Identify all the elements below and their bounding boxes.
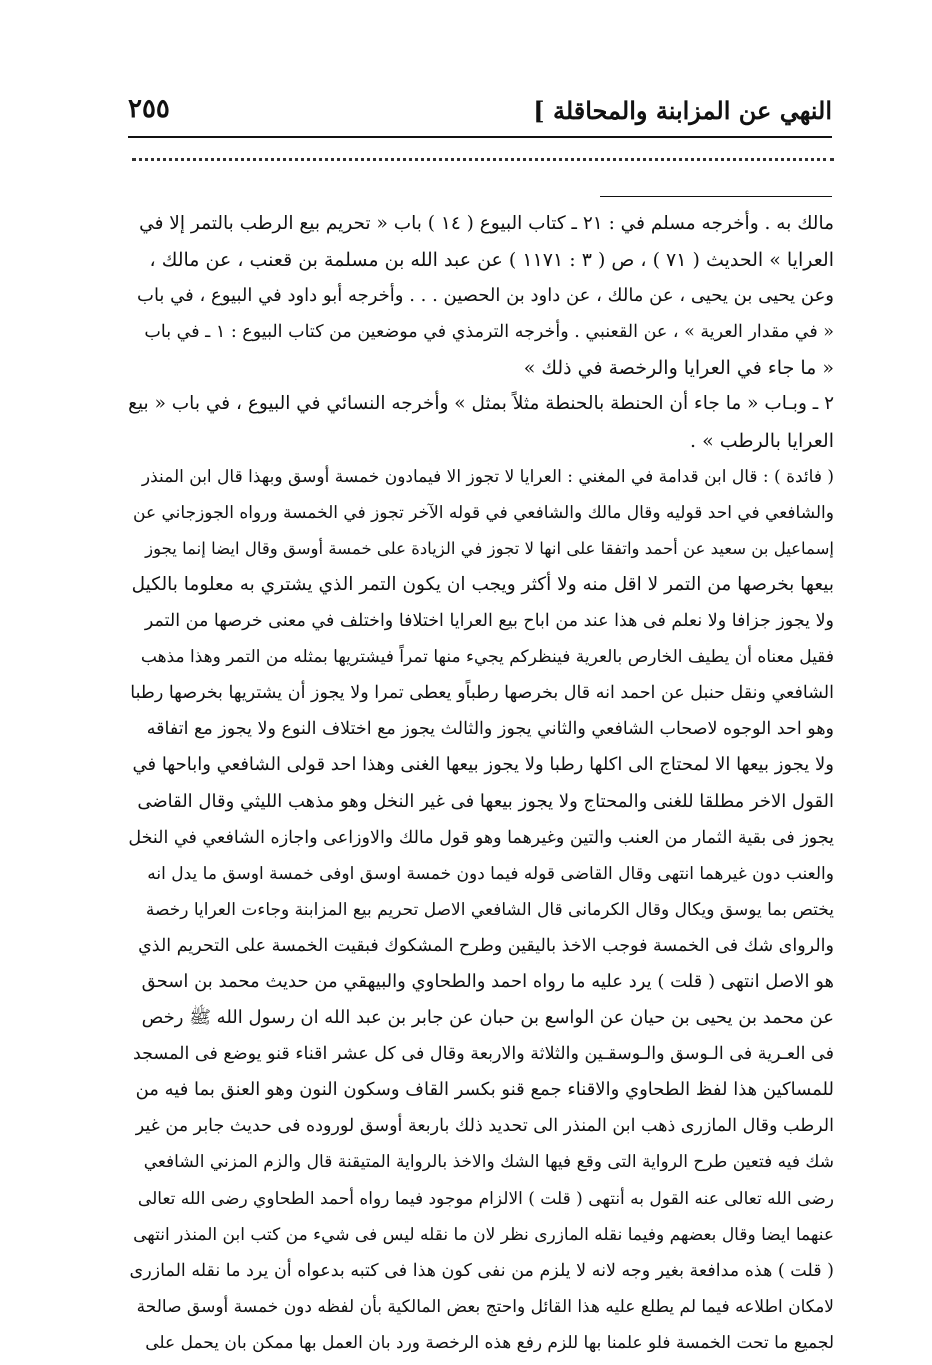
header-rule: [128, 136, 832, 138]
text-line: لامكان اطلاعه فيما لم يطلع عليه هذا القائل واحتج بعض المالكية بأن لفظه دون خمسة أوسق صالحة: [136, 1296, 834, 1317]
text-line: ولا يجوز جزافا ولا نعلم فى هذا عند من اباح بيع العرايا اختلافا واختلف في معنى خرصها من التمر: [144, 611, 834, 632]
text-line: والعنب دون غيرهما انتهى وقال القاضى قوله فيما دون خمسة اوسق اوفى خمسة اوسق ما يدل انه: [147, 863, 834, 884]
text-line: « في مقدار العرية » ، عن القعنبي . وأخرجه الترمذي في موضعين من كتاب البيوع : ١ ـ في باب: [144, 322, 834, 343]
text-line: عن محمد بن يحيى بن حيان عن الواسع بن حبان عن جابر بن عبد الله ان رسول الله ﷺ رخص: [141, 1007, 834, 1029]
dotted-separator: [132, 158, 834, 161]
text-line: فى العـرية فى الـوسق والـوسقـين والثلاثة والاربعة وقال فى كل عشر اقناء قنو يوضع فى المسجد: [132, 1044, 834, 1065]
text-line: والرواى شك فى الخمسة فوجب الاخذ باليقين وطرح المشكوك فبقيت الخمسة على التحريم الذي: [138, 935, 834, 956]
text-line: ٢ ـ وبـاب « ما جاء أن الحنطة بالحنطة مثلاً بمثل » وأخرجه النسائي في البيوع ، في باب « بيع: [128, 393, 834, 415]
text-line: وهو احد الوجوه لاصحاب الشافعي والثاني يجوز والثالث يجوز مع اختلاف النوع ولا يجوز مع اتفاقه: [146, 719, 834, 740]
page-number: ٢٥٥: [128, 94, 170, 124]
text-line: ( قلت ) هذه مدافعة بغير وجه لانه لا يلزم من نفى كون هذا فى كتبه بدعواه أن يرد ما نقله المازرى: [129, 1260, 834, 1281]
text-line: لجميع ما تحت الخمسة فلو علمنا بها للزم رفع هذه الرخصة ورد بان العمل بها ممكن بان يحمل على: [145, 1332, 834, 1353]
text-line: إسماعيل بن سعيد عن أحمد واتفقا على انها لا تجوز في الزيادة على خمسة أوسق وقال ايضا إنما يجوز: [145, 538, 834, 558]
text-line: العرايا » الحديث ( ٧١ ) ، ص ( ٣ : ١١٧١ ) عن عبد الله بن مسلمة بن قعنب ، عن مالك ،: [149, 249, 834, 272]
text-line: للمساكين هذا لفظ الطحاوي والاقناء جمع قنو بكسر القاف وسكون النون وهو العنق بما فيه من: [135, 1079, 834, 1101]
text-line: يختص بما يوسق ويكال وقال الكرمانى قال الشافعي الاصل تحريم بيع المزابنة وجاءت العرايا رخصة: [145, 899, 834, 920]
text-line: ولا يجوز بيعها الا لمحتاج الى اكلها رطبا ولا يجوز بيعها الغنى وهذا احد قولى الشافعي واباحها في: [132, 754, 834, 776]
running-title: النهي عن المزابنة والمحاقلة ]: [533, 96, 832, 125]
text-line: شك فيه فتعين طرح الرواية التى وقع فيها الشك والاخذ بالرواية المتيقنة قال والزم المزني الشافعي: [143, 1152, 834, 1173]
text-line: والشافعي في احد قوليه وقال مالك والشافعي في قوله الآخر تجوز في الخمسة ورواه الجوزجاني عن: [133, 502, 834, 523]
text-line: رضى الله تعالى عنه القول به أنتهى ( قلت ) الالزام موجود فيما رواه أحمد الطحاوي رضى الله تعالى: [137, 1188, 834, 1209]
text-line: الرطب وقال المازرى ذهب ابن المنذر الى تحديد ذلك باربعة أوسق لوروده فى حديث جابر من غير: [135, 1116, 834, 1137]
text-line: هو الاصل انتهى ( قلت ) يرد عليه ما رواه احمد والطحاوي والبيهقي من حديث محمد بن اسحق: [141, 970, 834, 992]
text-line: بيعها بخرصها من التمر لا اقل منه ولا أكثر ويجب ان يكون التمر الذي يشتري به معلوما بالكيل: [131, 573, 834, 595]
footnote-rule: [600, 196, 832, 197]
text-line: مالك به . وأخرجه مسلم في : ٢١ ـ كتاب البيوع ( ١٤ ) باب « تحريم بيع الرطب بالتمر إلا في: [139, 213, 834, 234]
text-line: يجوز فى بقية الثمار من العنب والتين وغيرهما وهو قول مالك والاوزاعى واجازه الشافعي في النخل: [128, 827, 834, 848]
footnote-body: [128, 206, 834, 1361]
page-header: [128, 92, 832, 132]
text-line: القول الاخر مطلقا للغنى والمحتاج ولا يجوز بيعها فى غير النخل وهو مذهب الليثي وقال القاضى: [137, 790, 834, 812]
text-line: وعن يحيى بن يحيى ، عن مالك ، عن داود بن الحصين . . . وأخرجه أبو داود في البيوع ، في باب: [137, 285, 834, 307]
text-line: العرايا بالرطب » .: [690, 429, 834, 452]
text-line: فقيل معناه أن يطيف الخارص بالعرية فينظركم يجيء منها تمراً فيشتريها بمثله من التمر وهذا مذهب: [140, 647, 834, 668]
text-line: « ما جاء في العرايا والرخصة في ذلك »: [523, 357, 834, 380]
text-line: الشافعي ونقل حنبل عن احمد انه قال بخرصها رطباًو يعطى تمرا ولا يجوز أن يشتريها بخرصها رطبا: [130, 683, 834, 704]
text-line: عنهما ايضا وقال بعضهم وفيما نقله المازرى نظر لان ما نقله ليس فى شيء من كتب ابن المنذر انتهى: [133, 1224, 834, 1245]
text-line: ( فائدة ) : قال ابن قدامة في المغني : العرايا لا تجوز الا فيمادون خمسة أوسق وبهذا قال ابن المنذر: [141, 466, 834, 487]
